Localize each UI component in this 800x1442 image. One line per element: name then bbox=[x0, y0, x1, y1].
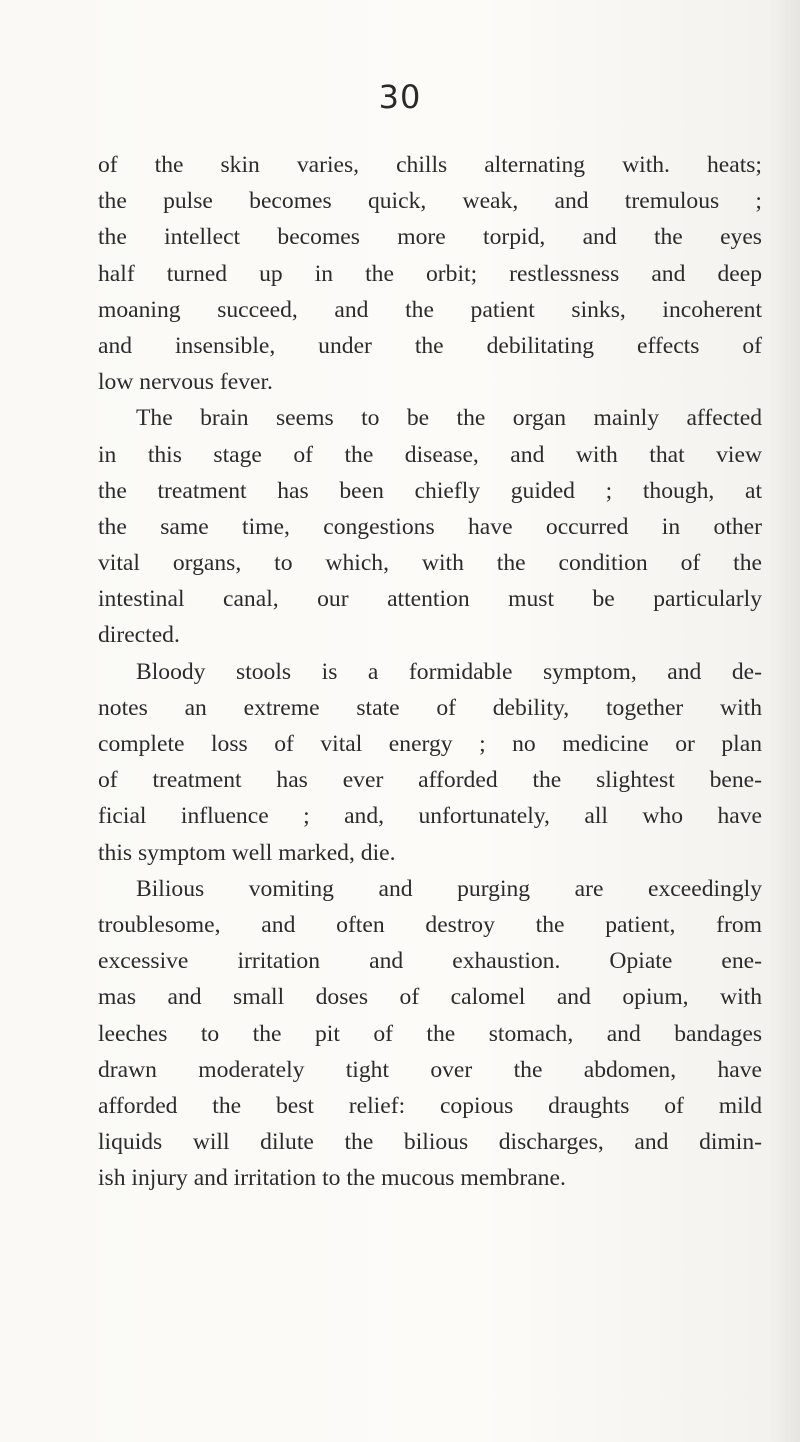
text-line: directed. bbox=[98, 622, 180, 649]
text-line: the pulse becomes quick, weak, and tremulous ; bbox=[98, 188, 762, 215]
text-line: afforded the best relief: copious draughts of mild bbox=[98, 1092, 762, 1119]
paragraph bbox=[98, 400, 762, 653]
text-line: the intellect becomes more torpid, and the eyes bbox=[98, 224, 762, 251]
text-line: complete loss of vital energy ; no medicine or plan bbox=[98, 731, 762, 757]
text-line: Bilious vomiting and purging are exceedingly bbox=[136, 875, 762, 902]
text-line: low nervous fever. bbox=[98, 369, 273, 396]
text-line: the treatment has been chiefly guided ; though, at bbox=[98, 477, 762, 504]
paragraph bbox=[98, 871, 762, 1197]
text-line: in this stage of the disease, and with that view bbox=[98, 441, 762, 468]
text-line: of the skin varies, chills alternating with. heats; bbox=[98, 152, 762, 178]
paragraph bbox=[98, 147, 762, 400]
text-line: leeches to the pit of the stomach, and bandages bbox=[98, 1020, 762, 1047]
text-line: moaning succeed, and the patient sinks, incoherent bbox=[98, 296, 762, 323]
text-line: troublesome, and often destroy the patient, from bbox=[98, 911, 762, 938]
text-line: excessive irritation and exhaustion. Opiate ene- bbox=[98, 948, 762, 975]
text-line: mas and small doses of calomel and opium, with bbox=[98, 984, 762, 1011]
text-line: liquids will dilute the bilious discharges, and dimin- bbox=[98, 1129, 762, 1156]
text-line: the same time, congestions have occurred in other bbox=[98, 513, 762, 540]
text-line: notes an extreme state of debility, together with bbox=[98, 694, 762, 721]
text-line: this symptom well marked, die. bbox=[98, 839, 396, 866]
text-line: half turned up in the orbit; restlessness and deep bbox=[98, 260, 762, 287]
page-number: 30 bbox=[378, 78, 422, 116]
text-line: ish injury and irritation to the mucous membrane. bbox=[98, 1165, 566, 1192]
text-line: intestinal canal, our attention must be particularly bbox=[98, 586, 762, 613]
text-line: vital organs, to which, with the condition of the bbox=[98, 550, 762, 577]
text-line: The brain seems to be the organ mainly affected bbox=[136, 405, 762, 432]
text-line: ficial influence ; and, unfortunately, all who have bbox=[98, 803, 762, 830]
text-line: of treatment has ever afforded the slightest bene- bbox=[98, 767, 762, 794]
body-text bbox=[98, 147, 762, 1196]
text-line: Bloody stools is a formidable symptom, and de- bbox=[136, 658, 762, 685]
text-line: drawn moderately tight over the abdomen, have bbox=[98, 1056, 762, 1083]
text-line: and insensible, under the debilitating effects of bbox=[98, 332, 762, 359]
paragraph bbox=[98, 654, 762, 871]
